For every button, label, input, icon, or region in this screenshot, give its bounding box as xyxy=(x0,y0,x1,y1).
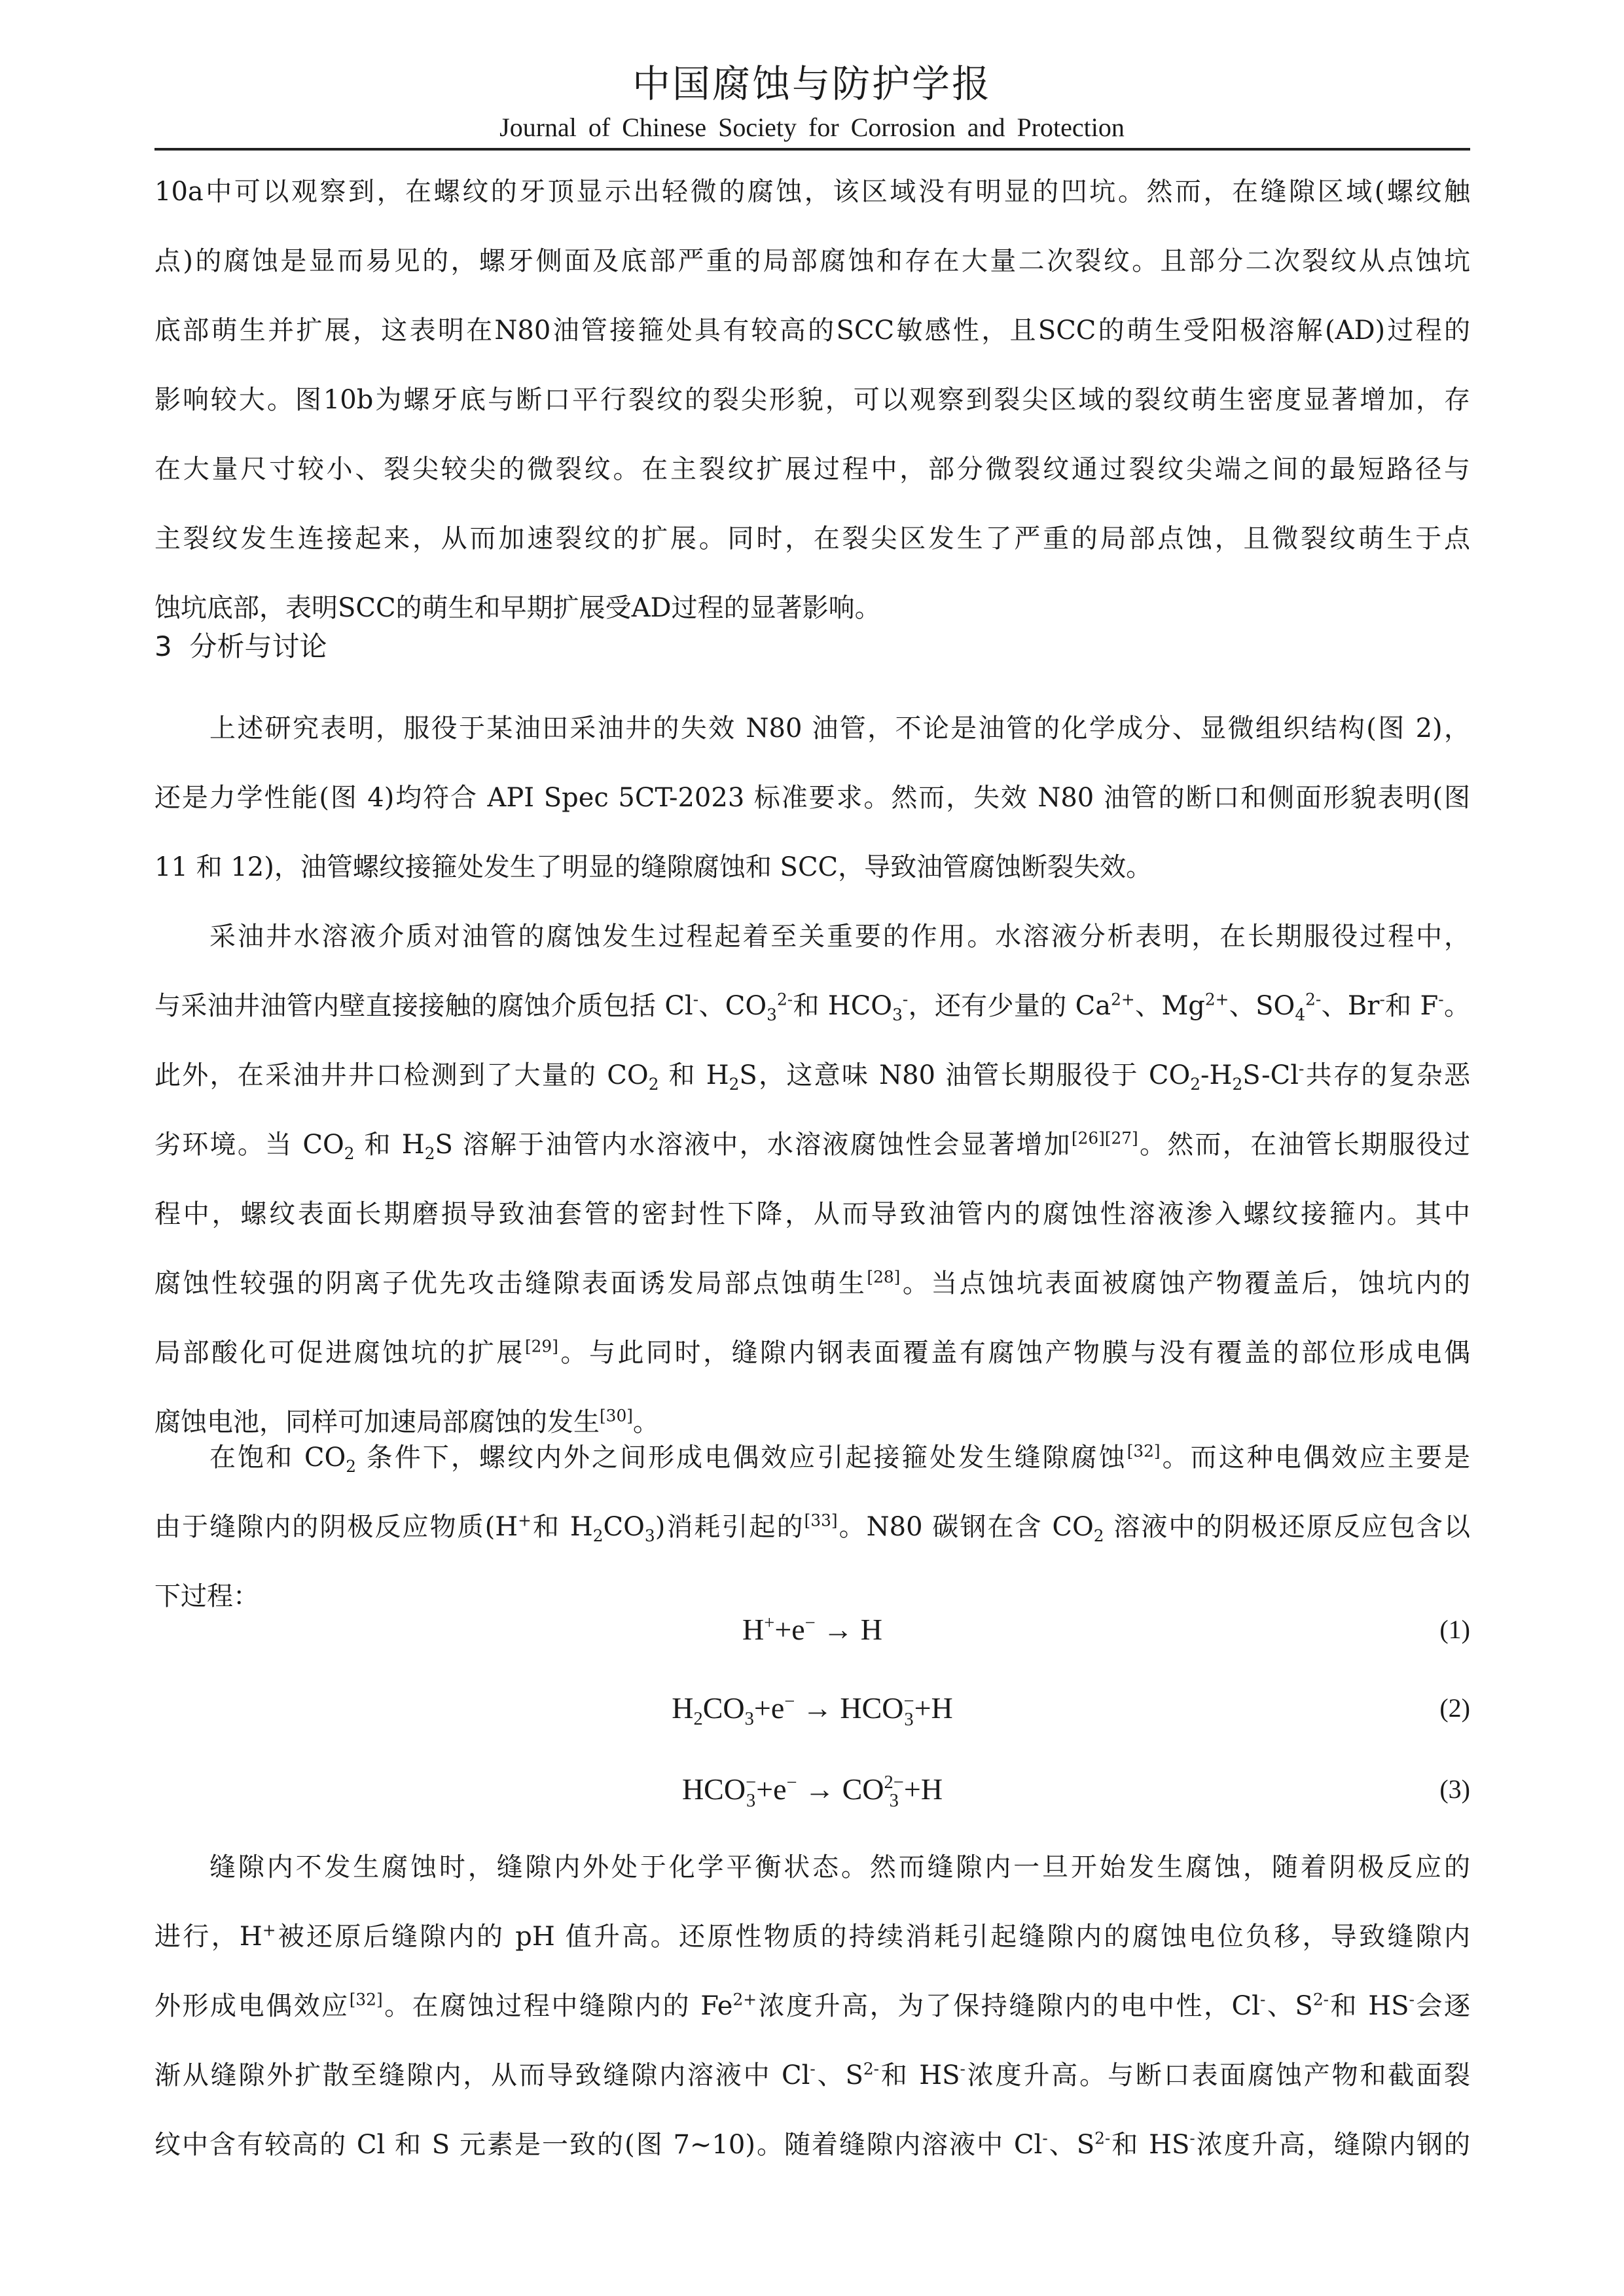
paragraph-crevice-mechanism xyxy=(154,1833,1470,2179)
paragraph-corrosive-medium xyxy=(154,902,1470,1457)
equation-1: H++e− → H (1) xyxy=(154,1597,1470,1662)
section-title: 分析与讨论 xyxy=(189,630,327,662)
equation-number: (1) xyxy=(1439,1615,1470,1644)
text-line: 缝隙内不发生腐蚀时，缝隙内外处于化学平衡状态。然而缝隙内一旦开始发生腐蚀，随着阴极反应的 xyxy=(209,1852,1470,1882)
header-rule xyxy=(154,148,1470,151)
citation: [32] xyxy=(349,1990,383,2009)
citation: [26] xyxy=(1071,1128,1105,1148)
text-line: 采油井水溶液介质对油管的腐蚀发生过程起着至关重要的作用。水溶液分析表明，在长期服役过程中， xyxy=(209,922,1470,952)
text-line: 程中，螺纹表面长期磨损导致油套管的密封性下降，从而导致油管内的腐蚀性溶液渗入螺纹接箍内。其中 xyxy=(154,1199,1470,1229)
text-line: 腐蚀性较强的阴离子优先攻击缝隙表面诱发局部点蚀萌生[28]。当点蚀坑表面被腐蚀产物覆盖后，蚀坑内的 xyxy=(154,1267,1470,1299)
text-line: 劣环境。当 $CO_2$ 和 $H_2S$ 溶解于油管内水溶液中，水溶液腐蚀性会显著增加[26][27]。然而，在油管长期服役过 xyxy=(154,1128,1470,1163)
text-line: 上述研究表明，服役于某油田采油井的失效 N80 油管，不论是油管的化学成分、显微组织结构(图 2)， xyxy=(209,713,1470,744)
text-line: 腐蚀电池，同样可加速局部腐蚀的发生[30]。 xyxy=(154,1406,659,1437)
citation: [32] xyxy=(1127,1441,1161,1461)
text-line: 下过程： xyxy=(154,1581,259,1611)
text-line: 主裂纹发生连接起来，从而加速裂纹的扩展。同时，在裂尖区发生了严重的局部点蚀，且微裂纹萌生于点 xyxy=(154,524,1470,554)
journal-title-en: Journal of Chinese Society for Corrosion and Protection xyxy=(499,113,1125,142)
paragraph-fig10-analysis xyxy=(154,157,1470,643)
equation-3: HCO − 3 +e− → CO 2− 3 +H (3) xyxy=(154,1757,1470,1822)
text-line: 进行，H+被还原后缝隙内的 pH 值升高。还原性物质的持续消耗引起缝隙内的腐蚀电位负移，导致缝隙内 xyxy=(154,1920,1470,1952)
text-line: 底部萌生并扩展，这表明在N80油管接箍处具有较高的SCC敏感性，且SCC的萌生受阳极溶解(AD)过程的 xyxy=(154,315,1470,346)
text-line: 在饱和 $CO_2$ 条件下，螺纹内外之间形成电偶效应引起接箍处发生缝隙腐蚀[32]。而这种电偶效应主要是 xyxy=(209,1441,1470,1476)
text-line: 与采油井油管内壁直接接触的腐蚀介质包括 Cl-、$CO_3^{2-}$和 $HCO_3^-$，还有少量的 $Ca^{2+}$、$Mg^{2+}$、$SO_4^{2-}$、Br-和 F-。 xyxy=(154,990,1470,1024)
text-line: 外形成电偶效应[32]。在腐蚀过程中缝隙内的 $Fe^{2+}$浓度升高，为了保持缝隙内的电中性，Cl-、$S^{2-}$和 HS-会逐 xyxy=(154,1990,1470,2021)
text-line: 还是力学性能(图 4)均符合 API Spec 5CT-2023 标准要求。然而，失效 N80 油管的断口和侧面形貌表明(图 xyxy=(154,783,1470,813)
equation-number: (3) xyxy=(1439,1774,1470,1804)
text-line: 纹中含有较高的 Cl 和 S 元素是一致的(图 7~10)。随着缝隙内溶液中 Cl-、$S^{2-}$和 HS-浓度升高，缝隙内钢的 xyxy=(154,2128,1470,2160)
citation: [29] xyxy=(524,1336,558,1356)
section-number: 3 xyxy=(154,630,172,662)
citation: [28] xyxy=(867,1267,901,1287)
citation: [33] xyxy=(804,1511,838,1530)
text-line: 在大量尺寸较小、裂尖较尖的微裂纹。在主裂纹扩展过程中，部分微裂纹通过裂纹尖端之间的最短路径与 xyxy=(154,454,1470,484)
text-line: 蚀坑底部，表明SCC的萌生和早期扩展受AD过程的显著影响。 xyxy=(154,593,881,623)
section-heading xyxy=(154,620,327,673)
text-line: 渐从缝隙外扩散至缝隙内，从而导致缝隙内溶液中 Cl-、$S^{2-}$和 HS-浓度升高。与断口表面腐蚀产物和截面裂 xyxy=(154,2059,1470,2090)
text-line: 影响较大。图10b为螺牙底与断口平行裂纹的裂尖形貌，可以观察到裂尖区域的裂纹萌生密度显著增加，存 xyxy=(154,385,1470,415)
text-line: 由于缝隙内的阴极反应物质(H+和 $H_2CO_3$)消耗引起的[33]。N80 碳钢在含 $CO_2$ 溶液中的阴极还原反应包含以 xyxy=(154,1511,1470,1545)
citation: [27] xyxy=(1104,1128,1138,1148)
equation-2: $H_2CO_3+e^-$ → HCO − 3 +H (2) xyxy=(154,1676,1470,1741)
text-line: 点)的腐蚀是显而易见的，螺牙侧面及底部严重的局部腐蚀和存在大量二次裂纹。且部分二次裂纹从点蚀坑 xyxy=(154,246,1470,276)
paragraph-summary xyxy=(154,694,1470,902)
journal-title-cn: 中国腐蚀与防护学报 xyxy=(632,62,992,106)
text-line: 11 和 12)，油管螺纹接箍处发生了明显的缝隙腐蚀和 SCC，导致油管腐蚀断裂失效。 xyxy=(154,852,1153,882)
text-line: 此外，在采油井井口检测到了大量的 $CO_2$ 和 $H_2S$，这意味 N80 油管长期服役于 $CO_2-H_2S-Cl^-$共存的复杂恶 xyxy=(154,1059,1470,1094)
text-line: 局部酸化可促进腐蚀坑的扩展[29]。与此同时，缝隙内钢表面覆盖有腐蚀产物膜与没有覆盖的部位形成电偶 xyxy=(154,1336,1470,1368)
equation-number: (2) xyxy=(1439,1693,1470,1723)
citation: [30] xyxy=(600,1406,633,1426)
text-line: 10a中可以观察到，在螺纹的牙顶显示出轻微的腐蚀，该区域没有明显的凹坑。然而，在缝隙区域(螺纹触 xyxy=(154,177,1470,207)
